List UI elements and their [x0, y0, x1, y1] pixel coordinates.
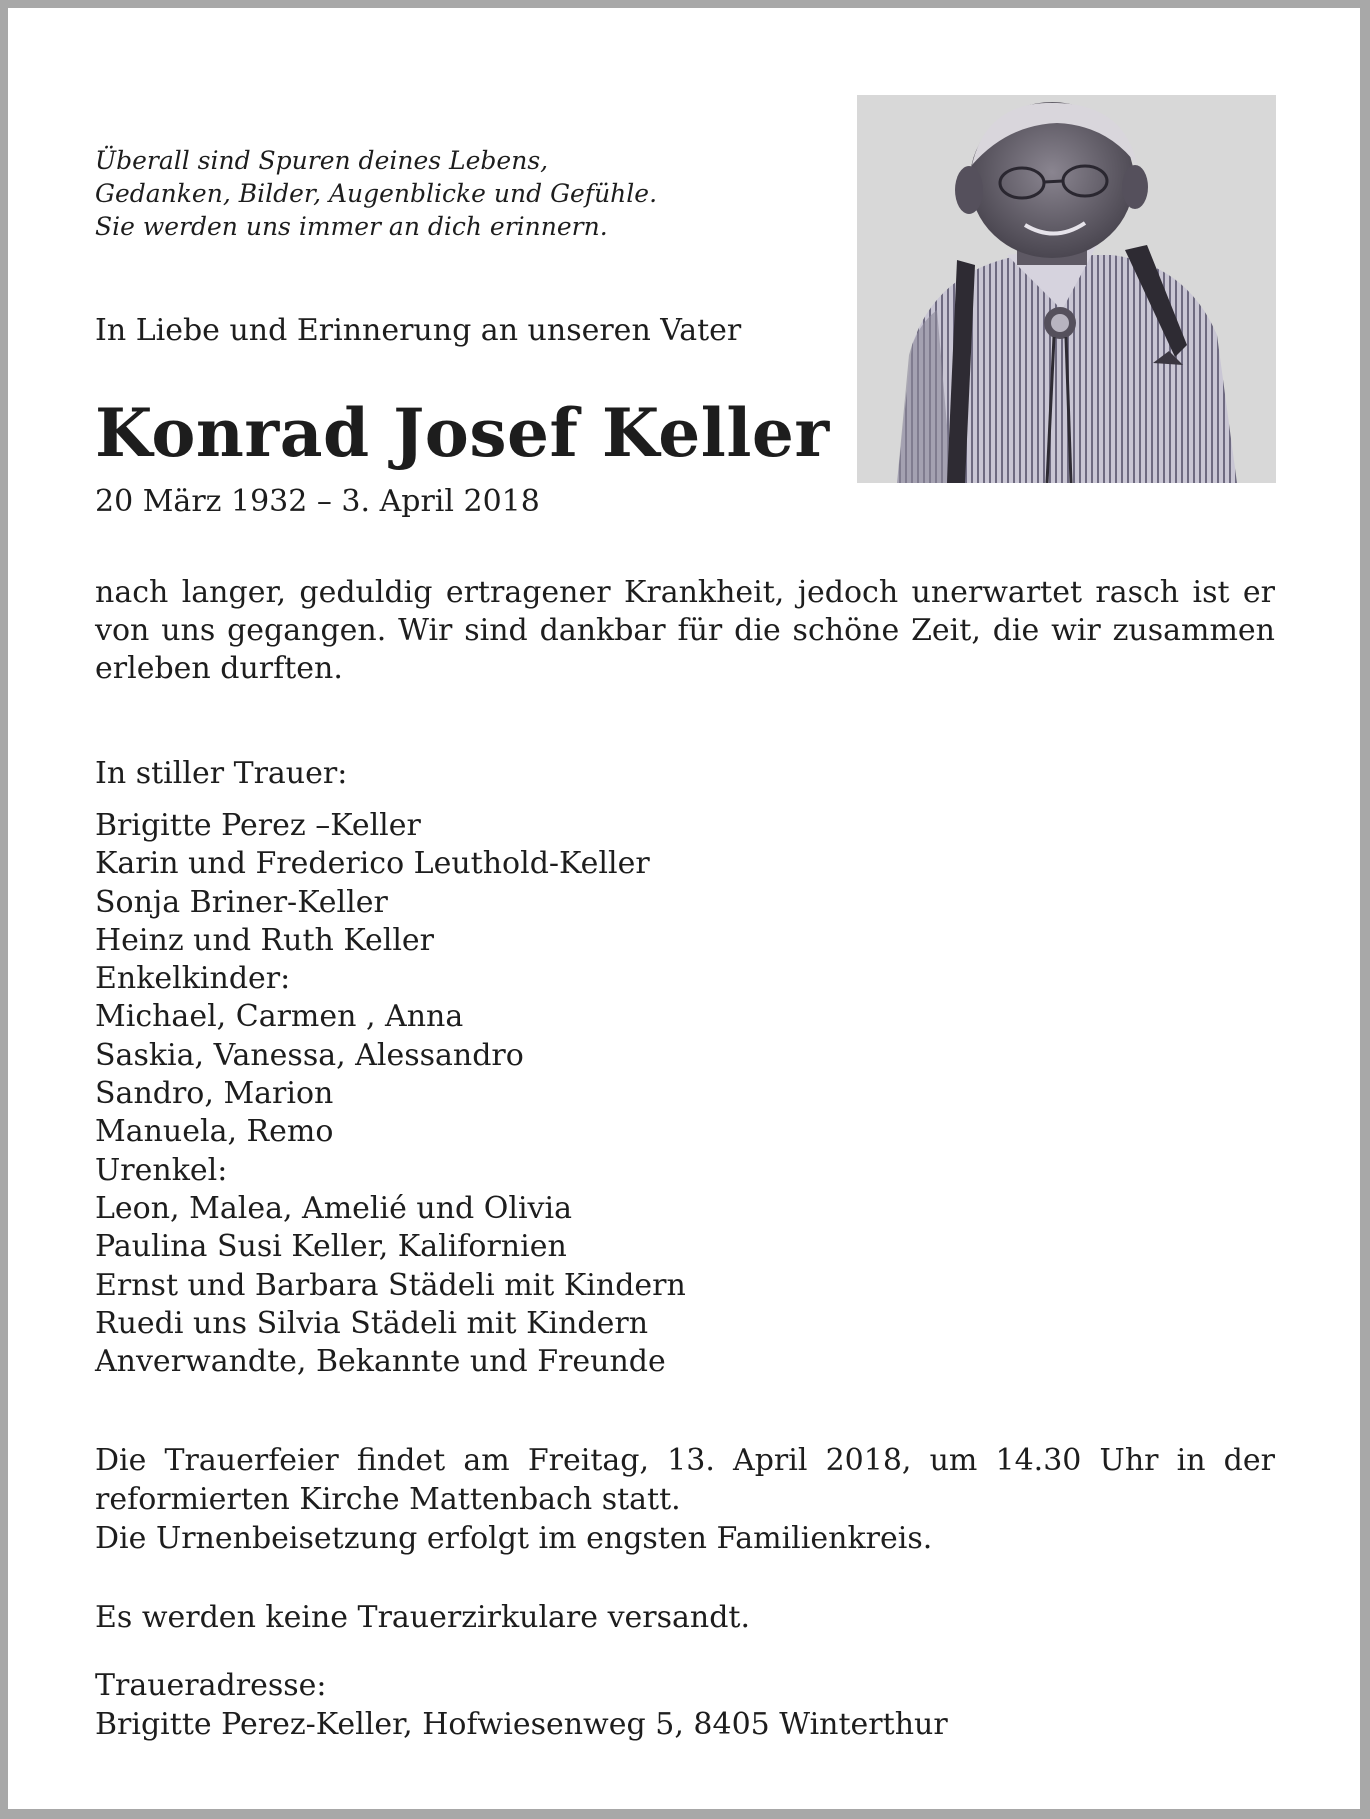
mourner-entry: Ernst und Barbara Städeli mit Kindern — [95, 1267, 686, 1303]
mourner-entry: Brigitte Perez –Keller — [95, 808, 421, 843]
mourning-address — [95, 1666, 948, 1744]
mourner-entry: Sandro, Marion — [95, 1076, 334, 1112]
mourner-entry: Michael, Carmen , Anna — [95, 999, 464, 1035]
mourner-entry: Karin und Frederico Leuthold-Keller — [95, 846, 650, 882]
mourner-entry: Enkelkinder: — [95, 961, 291, 997]
circulars-note: Es werden keine Trauerzirkulare versandt. — [95, 1600, 751, 1635]
life-dates: 20 März 1932 – 3. April 2018 — [95, 484, 540, 519]
mourner-entry: Paulina Susi Keller, Kalifornien — [95, 1229, 567, 1265]
mourner-entry: Manuela, Remo — [95, 1114, 334, 1150]
mourner-entry: Ruedi uns Silvia Städeli mit Kindern — [95, 1305, 649, 1341]
mourner-entry: Leon, Malea, Amelié und Olivia — [95, 1190, 572, 1226]
mourners-heading: In stiller Trauer: — [95, 756, 348, 791]
address-label: Traueradresse: — [95, 1668, 327, 1703]
memorial-poem — [95, 144, 795, 243]
mourner-entry: Heinz und Ruth Keller — [95, 922, 435, 958]
address-value: Brigitte Perez-Keller, Hofwiesenweg 5, 8405 Winterthur — [95, 1707, 948, 1742]
mourner-entry: Sonja Briner-Keller — [95, 884, 388, 920]
poem-line: Gedanken, Bilder, Augenblicke und Gefühle. — [95, 179, 658, 208]
mourners-list — [95, 807, 686, 1381]
service-line: Die Urnenbeisetzung erfolgt im engsten Familienkreis. — [95, 1521, 933, 1556]
poem-line: Überall sind Spuren deines Lebens, — [95, 146, 549, 175]
mourner-entry: Urenkel: — [95, 1152, 228, 1188]
service-line: Die Trauerfeier findet am Freitag, 13. April 2018, um 14.30 Uhr in der — [95, 1443, 1275, 1478]
deceased-name: Konrad Josef Keller — [95, 394, 830, 472]
portrait-illustration — [857, 95, 1276, 483]
dedication-line: In Liebe und Erinnerung an unseren Vater — [95, 313, 742, 348]
service-line: reformierten Kirche Mattenbach statt. — [95, 1482, 681, 1517]
portrait-photo — [857, 95, 1276, 483]
service-info — [95, 1441, 1275, 1558]
poem-line: Sie werden uns immer an dich erinnern. — [95, 212, 608, 241]
mourner-entry: Saskia, Vanessa, Alessandro — [95, 1037, 524, 1073]
obituary-paragraph: nach langer, geduldig ertragener Krankheit, jedoch unerwartet rasch ist er von uns gegangen. Wir sind dankbar für die schöne Zeit, die wir zusammen erleben durften. — [95, 575, 1275, 686]
mourner-entry: Anverwandte, Bekannte und Freunde — [95, 1344, 666, 1380]
